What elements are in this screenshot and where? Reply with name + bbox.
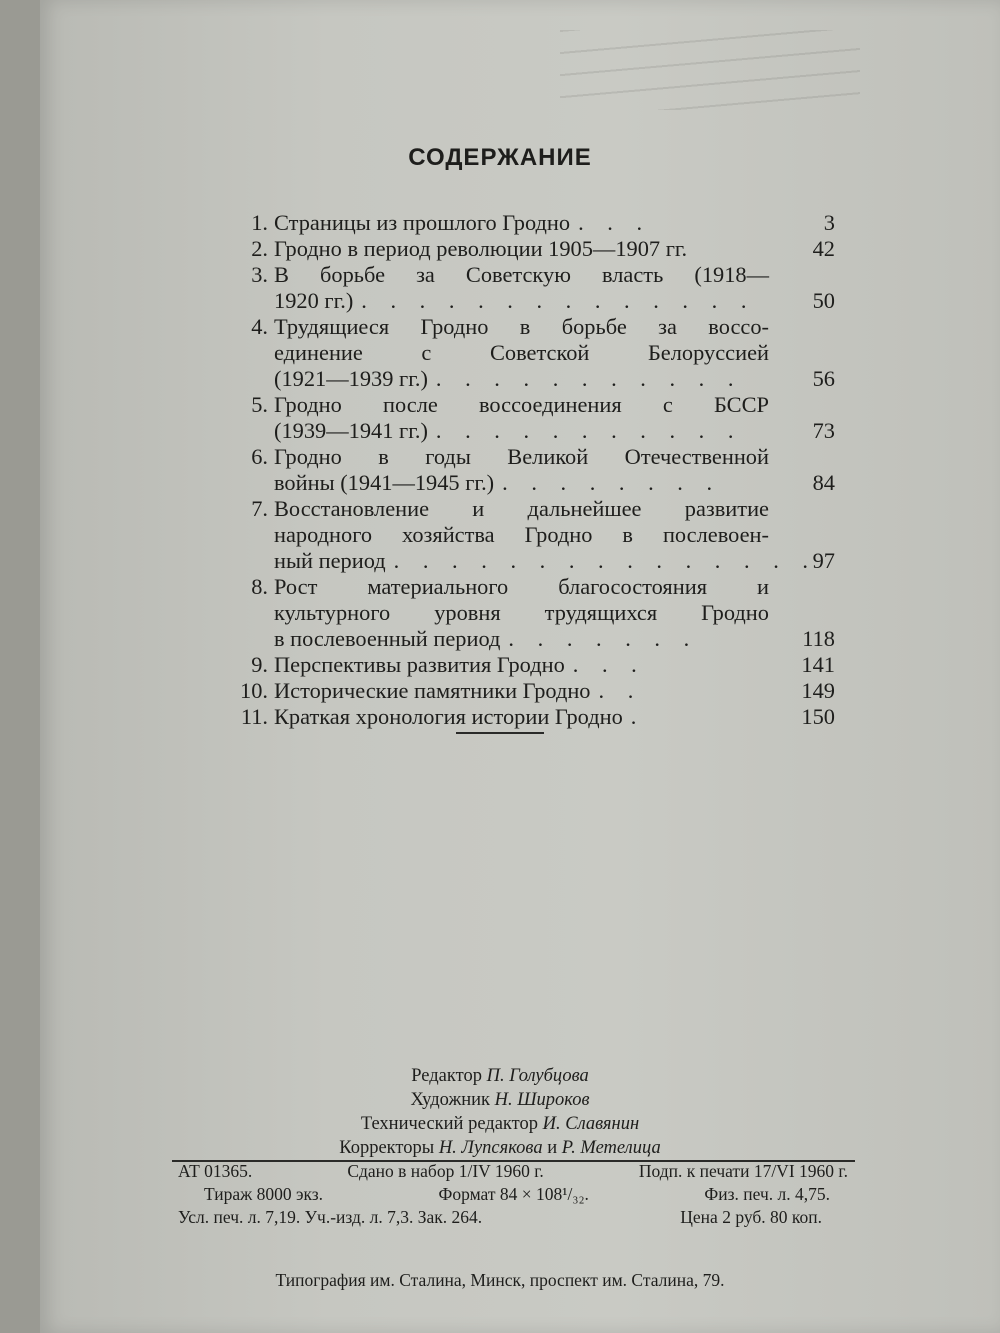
toc-entry-title	[274, 704, 769, 730]
toc-entry-title	[274, 262, 769, 314]
toc-entry-number: 7.	[251, 496, 268, 521]
toc-entry-number: 9.	[251, 652, 268, 677]
printer-line: Типография им. Сталина, Минск, проспект им. Сталина, 79.	[275, 1270, 725, 1290]
toc-entry-title	[274, 652, 769, 678]
toc-page-number: 50	[812, 288, 835, 313]
toc-entry-line: ный период	[274, 548, 386, 573]
toc-page-number: 42	[812, 236, 835, 261]
page-title: СОДЕРЖАНИЕ	[408, 144, 592, 171]
toc-entry	[230, 236, 845, 262]
toc-page-number: 56	[812, 366, 835, 391]
toc-page-number: 84	[812, 470, 835, 495]
toc-page-number: 141	[801, 652, 835, 677]
toc-entry-line: Исторические памятники Гродно	[274, 678, 591, 703]
toc-entry-number: 2.	[251, 236, 268, 261]
credits-block	[0, 1064, 1000, 1160]
toc-entry-line: Рост материального благосостояния и	[274, 574, 769, 599]
toc-entry-number: 6.	[251, 444, 268, 469]
toc-entry-line: (1921—1939 гг.)	[274, 366, 428, 391]
toc-entry-title	[274, 678, 769, 704]
toc-entry-title	[274, 210, 769, 236]
toc-entry-line: Гродно после воссоединения с БССР	[274, 392, 769, 417]
toc-leader-dots: . . . . . . . . . . . . . . .	[393, 548, 817, 573]
toc-leader-dots: . . . . . . . . . . .	[435, 418, 743, 443]
toc-entry	[230, 678, 845, 704]
toc-entry-title	[274, 392, 769, 444]
toc-entry-line: Страницы из прошлого Гродно	[274, 210, 571, 235]
toc-entry-number: 4.	[251, 314, 268, 339]
toc-page-number: 3	[823, 210, 835, 235]
toc-entry-line: 1920 гг.)	[274, 288, 354, 313]
toc-page-number: 73	[812, 418, 835, 443]
toc-page-number: 97	[812, 548, 835, 573]
toc-leader-dots: .	[630, 704, 646, 729]
toc-entry-number: 5.	[251, 392, 268, 417]
toc-leader-dots: . . .	[578, 210, 652, 235]
toc-entry-line: в послевоенный период	[274, 626, 501, 651]
toc-entry-line: Перспективы развития Гродно	[274, 652, 565, 677]
toc-entry	[230, 314, 845, 392]
toc-entry	[230, 262, 845, 314]
toc-entry-line: Краткая хронология истории Гродно	[274, 704, 623, 729]
toc-leader-dots: . .	[598, 678, 643, 703]
toc-leader-dots: . . . . . . . . . . . . . .	[361, 288, 756, 313]
imprint-row-1: АТ 01365. Сдано в набор 1/IV 1960 г. Подп. к печати 17/VI 1960 г.	[178, 1161, 848, 1181]
toc-entry-title	[274, 444, 769, 496]
toc-entry-line: Гродно в годы Великой Отечественной	[274, 444, 769, 469]
toc-entry-line: Трудящиеся Гродно в борьбе за воссо-	[274, 314, 769, 339]
toc-entry	[230, 444, 845, 496]
toc-entry-line: В борьбе за Советскую власть (1918—	[274, 262, 769, 287]
table-of-contents	[230, 210, 845, 730]
toc-entry-title	[274, 314, 769, 392]
toc-entry	[230, 210, 845, 236]
credit-tech-editor: Технический редактор И. Славянин	[360, 1114, 640, 1134]
credit-artist: Художник Н. Широков	[410, 1090, 590, 1110]
toc-leader-dots: . . . . . . . .	[502, 470, 722, 495]
toc-page-number: 150	[801, 704, 835, 729]
toc-entry-title	[274, 496, 817, 574]
toc-entry	[230, 574, 845, 652]
toc-entry-number: 8.	[251, 574, 268, 599]
toc-entry-line: Восстановление и дальнейшее развитие	[274, 496, 769, 521]
toc-entry-number: 3.	[251, 262, 268, 287]
imprint-block	[178, 1160, 848, 1229]
toc-entry-number: 11.	[240, 704, 268, 729]
toc-entry	[230, 652, 845, 678]
toc-entry	[230, 704, 845, 730]
toc-page-number: 149	[801, 678, 835, 703]
toc-leader-dots: . . . . . . . . . . .	[435, 366, 743, 391]
toc-entry-title	[274, 236, 769, 262]
toc-entry	[230, 392, 845, 444]
imprint-row-3: Усл. печ. л. 7,19. Уч.-изд. л. 7,3. Зак. 264. Цена 2 руб. 80 коп.	[178, 1207, 822, 1227]
toc-page-number: 118	[802, 626, 835, 651]
toc-entry-line: единение с Советской Белоруссией	[274, 340, 769, 365]
toc-leader-dots: . . . . . . .	[508, 626, 699, 651]
toc-entry-title	[274, 574, 769, 652]
section-divider	[456, 732, 544, 734]
toc-entry-line: народного хозяйства Гродно в послевоен-	[274, 522, 769, 547]
toc-entry-line: Гродно в период революции 1905—1907 гг.	[274, 236, 688, 261]
toc-entry-line: войны (1941—1945 гг.)	[274, 470, 495, 495]
credit-correctors: Корректоры Н. Лупсякова и Р. Метелица	[339, 1138, 661, 1158]
toc-leader-dots: . . .	[572, 652, 646, 677]
toc-entry-number: 10.	[240, 678, 268, 703]
toc-entry-number: 1.	[251, 210, 268, 235]
toc-entry-line: (1939—1941 гг.)	[274, 418, 428, 443]
toc-entry-line: культурного уровня трудящихся Гродно	[274, 600, 769, 625]
credit-editor: Редактор П. Голубцова	[411, 1066, 589, 1086]
imprint-row-2: Тираж 8000 экз. Формат 84 × 108¹/₃₂. Физ. печ. л. 4,75.	[204, 1184, 830, 1204]
toc-entry	[230, 496, 845, 574]
show-through-text	[560, 30, 860, 110]
